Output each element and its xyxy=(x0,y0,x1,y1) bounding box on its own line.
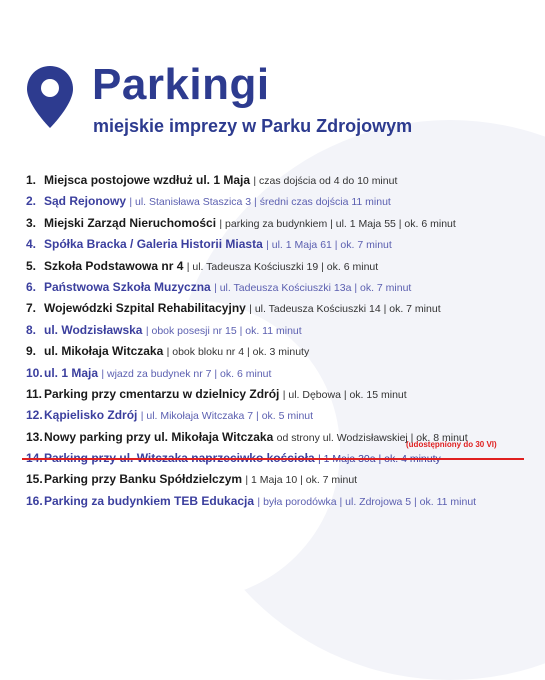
item-number: 4. xyxy=(26,237,37,252)
parking-list xyxy=(26,170,541,512)
list-item xyxy=(26,320,541,341)
item-number: 11. xyxy=(26,386,43,401)
list-item xyxy=(26,298,541,319)
list-item xyxy=(26,405,541,426)
item-number: 8. xyxy=(26,322,37,337)
item-name: Szkoła Podstawowa nr 4 xyxy=(44,258,184,273)
list-item xyxy=(26,384,541,405)
list-item xyxy=(26,341,541,362)
list-item xyxy=(26,213,541,234)
item-name: Spółka Bracka / Galeria Historii Miasta xyxy=(44,237,263,252)
item-description: | czas dojścia od 4 do 10 minut xyxy=(253,175,398,187)
item-number: 15. xyxy=(26,472,43,487)
availability-note: (udostępniony do 30 VI) xyxy=(406,440,497,450)
item-name: Parking przy cmentarzu w dzielnicy Zdrój xyxy=(44,386,280,401)
page-subtitle: miejskie imprezy w Parku Zdrojowym xyxy=(93,116,413,136)
item-number: 2. xyxy=(26,194,37,209)
item-number: 10. xyxy=(26,365,43,380)
list-item xyxy=(26,234,541,255)
item-number: 9. xyxy=(26,344,37,359)
item-name: Nowy parking przy ul. Mikołaja Witczaka xyxy=(44,429,274,444)
item-description: | 1 Maja 10 | ok. 7 minut xyxy=(245,474,358,487)
list-item xyxy=(26,170,541,191)
item-name: ul. Mikołaja Witczaka xyxy=(44,344,164,359)
item-number: 12. xyxy=(26,408,43,423)
list-item xyxy=(26,469,541,490)
item-number: 13. xyxy=(26,429,43,444)
item-description: | wjazd za budynek nr 7 | ok. 6 minut xyxy=(101,367,272,380)
item-number: 5. xyxy=(26,258,37,273)
item-name: Kąpielisko Zdrój xyxy=(44,408,138,423)
item-description: od strony ul. Wodzisławskiej | ok. 8 minut xyxy=(276,431,468,444)
strikethrough-line xyxy=(22,458,524,460)
list-item xyxy=(26,277,541,298)
item-name: Parking przy Banku Spółdzielczym xyxy=(44,472,243,487)
item-description: | ul. Stanisława Staszica 3 | średni czas dojścia 11 minut xyxy=(129,196,391,209)
item-name: Sąd Rejonowy xyxy=(44,194,127,209)
item-description: | ul. Tadeusza Kościuszki 14 | ok. 7 minut xyxy=(249,303,441,316)
map-pin-icon xyxy=(27,66,73,128)
item-description: | obok bloku nr 4 | ok. 3 minuty xyxy=(166,346,310,359)
item-name: Parking za budynkiem TEB Edukacja xyxy=(44,493,255,508)
list-item xyxy=(26,256,541,277)
list-item xyxy=(26,191,541,212)
list-item xyxy=(26,491,541,512)
item-description: | ul. Dębowa | ok. 15 minut xyxy=(282,388,407,401)
item-name: ul. Wodzisławska xyxy=(44,322,143,337)
item-description: | ul. Tadeusza Kościuszki 13a | ok. 7 minut xyxy=(214,281,412,294)
list-item xyxy=(26,363,541,384)
item-number: 16. xyxy=(26,493,43,508)
item-description: | ul. Tadeusza Kościuszki 19 | ok. 6 minut xyxy=(186,260,379,273)
item-description: | obok posesji nr 15 | ok. 11 minut xyxy=(145,324,302,337)
item-description: | była porodówka | ul. Zdrojowa 5 | ok. 11 minut xyxy=(257,495,477,508)
page-title: Parkingi xyxy=(92,60,270,109)
item-number: 3. xyxy=(26,215,37,230)
list-item xyxy=(26,440,541,469)
item-number: 7. xyxy=(26,301,37,316)
item-number: 1. xyxy=(26,173,37,187)
item-number: 6. xyxy=(26,279,37,294)
item-name: Wojewódzki Szpital Rehabilitacyjny xyxy=(44,301,246,316)
item-name: Państwowa Szkoła Muzyczna xyxy=(44,279,211,294)
item-description: | ul. 1 Maja 61 | ok. 7 minut xyxy=(266,239,392,252)
item-name: ul. 1 Maja xyxy=(44,365,99,380)
item-name: Miejsca postojowe wzdłuż ul. 1 Maja xyxy=(44,173,251,187)
item-description: | parking za budynkiem | ul. 1 Maja 55 | ok. 6 minut xyxy=(219,217,456,230)
item-name: Miejski Zarząd Nieruchomości xyxy=(44,215,217,230)
item-description: | ul. Mikołaja Witczaka 7 | ok. 5 minut xyxy=(140,410,314,423)
